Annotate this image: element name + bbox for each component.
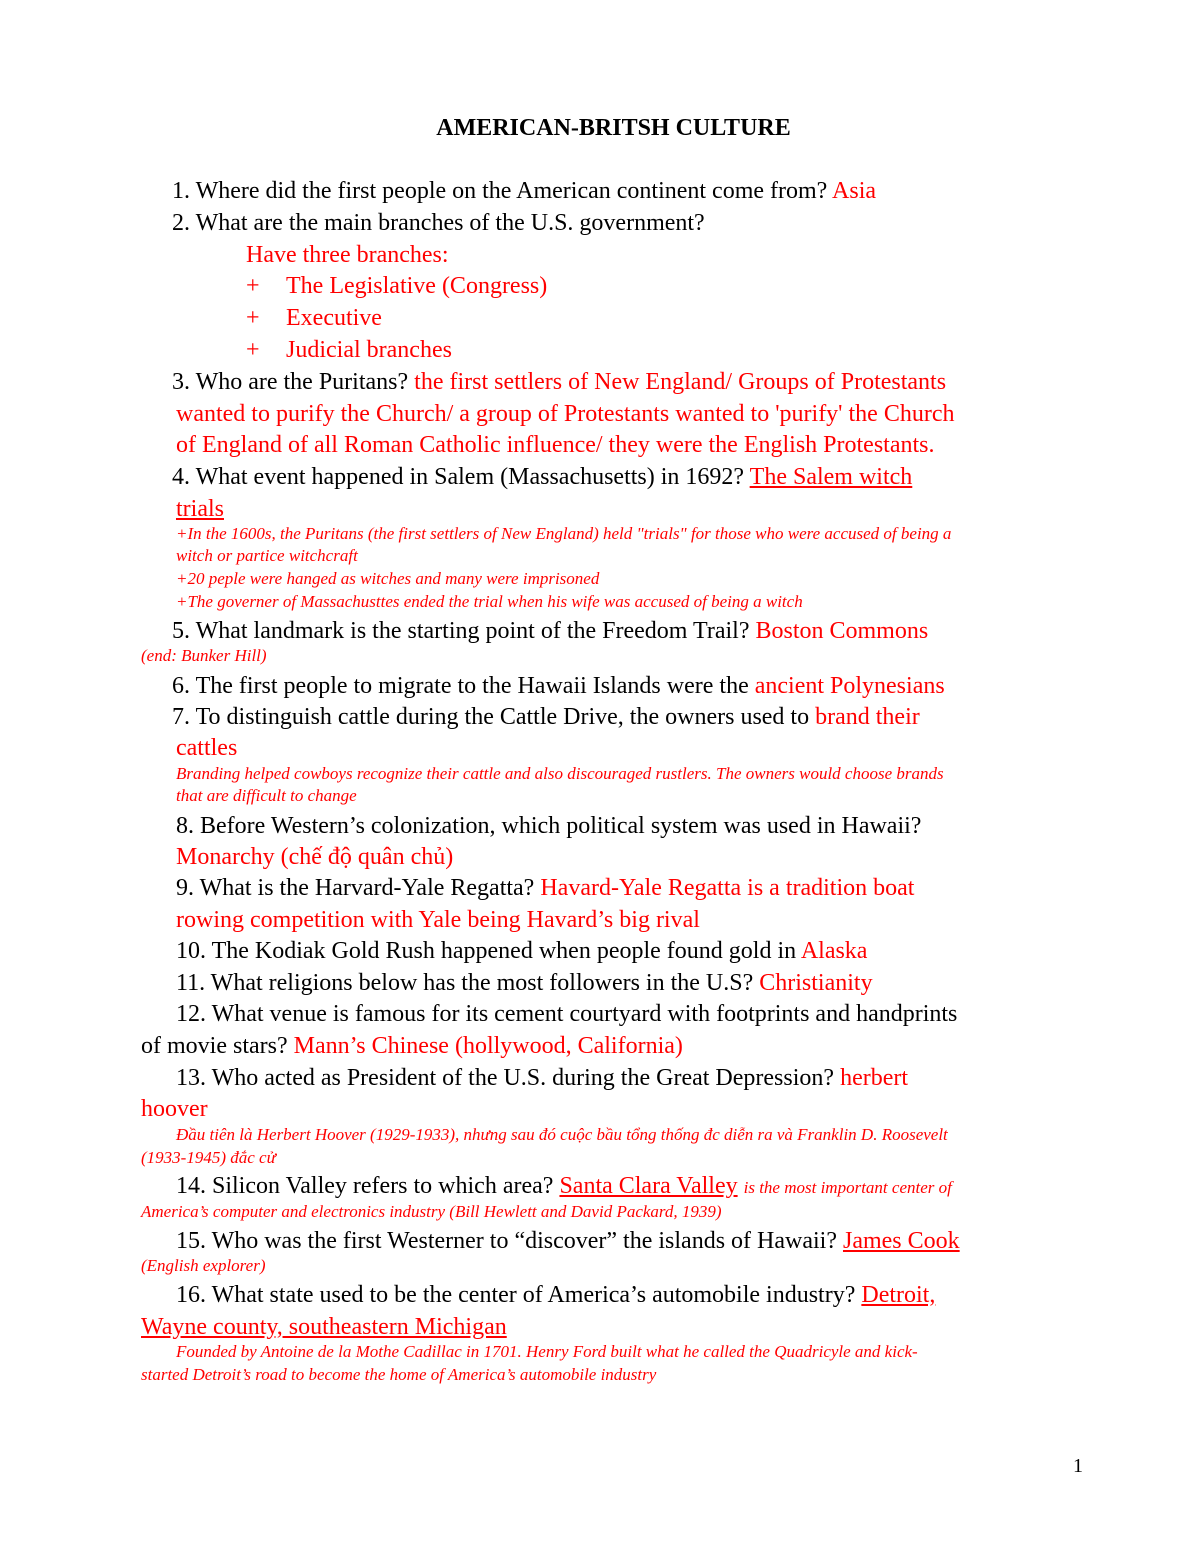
question-text: of movie stars?	[141, 1033, 288, 1059]
question-10	[176, 936, 867, 966]
answer-text: wanted to purify the Church/ a group of Protestants wanted to 'purify' the Church	[176, 401, 955, 427]
note-text: America’s computer and electronics industry (Bill Hewlett and David Packard, 1939)	[141, 1202, 722, 1221]
question-text: 2. What are the main branches of the U.S. government?	[172, 210, 705, 236]
note-text: (English explorer)	[141, 1256, 266, 1275]
note-text: Founded by Antoine de la Mothe Cadillac in 1701. Henry Ford built what he called the Quadricyle and kick-	[176, 1342, 918, 1361]
list-item: + The Legislative (Congress)	[246, 273, 548, 299]
question-15	[176, 1226, 960, 1256]
answer-text: Monarchy (chế độ quân chủ)	[176, 844, 454, 870]
answer-text: hoover	[141, 1096, 208, 1122]
question-text: 10. The Kodiak Gold Rush happened when people found gold in	[176, 938, 797, 964]
question-7	[172, 702, 920, 732]
answer-text: Wayne county, southeastern Michigan	[141, 1314, 507, 1340]
question-16	[176, 1280, 935, 1310]
question-13	[176, 1063, 908, 1093]
question-text: 5. What landmark is the starting point of the Freedom Trail?	[172, 618, 750, 644]
note-text: (1933-1945) đắc cử	[141, 1148, 276, 1167]
answer-text: Boston Commons	[755, 618, 929, 644]
question-text: 14. Silicon Valley refers to which area?	[176, 1173, 554, 1199]
plus-icon: +	[246, 305, 260, 331]
question-4	[172, 462, 912, 492]
question-text: 3. Who are the Puritans?	[172, 369, 409, 395]
answer-text: Santa Clara Valley	[559, 1173, 738, 1199]
question-2	[172, 208, 705, 238]
question-text: 16. What state used to be the center of America’s automobile industry?	[176, 1282, 856, 1308]
question-9	[176, 873, 914, 903]
note-text: witch or partice witchcraft	[176, 546, 358, 565]
answer-text: Detroit,	[861, 1282, 936, 1308]
note-text: started Detroit’s road to become the home of America’s automobile industry	[141, 1365, 657, 1384]
plus-icon: +	[246, 337, 260, 363]
question-5	[172, 616, 928, 646]
note-text: +The governer of Massachusttes ended the trial when his wife was accused of being a witch	[176, 592, 803, 611]
question-text: 15. Who was the first Westerner to “discover” the islands of Hawaii?	[176, 1228, 837, 1254]
note-text: Branding helped cowboys recognize their cattle and also discouraged rustlers. The owners would choose brands	[176, 764, 944, 783]
question-8	[176, 811, 921, 841]
answer-text: rowing competition with Yale being Havard’s big rival	[176, 907, 700, 933]
note-text: +20 peple were hanged as witches and many were imprisoned	[176, 569, 600, 588]
note-text: (end: Bunker Hill)	[141, 646, 267, 665]
answer-text: cattles	[176, 735, 238, 761]
answer-text: brand their	[815, 704, 920, 730]
question-text: 8. Before Western’s colonization, which political system was used in Hawaii?	[176, 813, 922, 839]
answer-text: The Salem witch	[749, 464, 913, 490]
answer-text: Have three branches:	[246, 242, 449, 268]
answer-text: the first settlers of New England/ Groups of Protestants	[414, 369, 947, 395]
answer-text: Mann’s Chinese (hollywood, California)	[293, 1033, 683, 1059]
question-12	[176, 999, 957, 1029]
answer-text: ancient Polynesians	[754, 673, 945, 699]
question-1	[172, 176, 876, 206]
note-text: is the most important center of	[743, 1178, 952, 1197]
question-6	[172, 671, 945, 701]
page-number: 1	[1073, 1455, 1083, 1477]
answer-text: of England of all Roman Catholic influence/ they were the English Protestants.	[176, 432, 935, 458]
document-title: AMERICAN-BRITSH CULTURE	[436, 115, 791, 141]
answer-text: Christianity	[759, 970, 873, 996]
answer-text: Asia	[832, 178, 877, 204]
note-text: that are difficult to change	[176, 786, 357, 805]
note-text: Đầu tiên là Herbert Hoover (1929-1933), nhưng sau đó cuộc bầu tổng thống đc diễn ra và Franklin D. Roosevelt	[176, 1125, 948, 1144]
note-text: +In the 1600s, the Puritans (the first settlers of New England) held "trials" for those who were accused of being a	[176, 524, 952, 543]
question-11	[176, 968, 873, 998]
question-text: 1. Where did the first people on the American continent come from?	[172, 178, 828, 204]
question-text: 9. What is the Harvard-Yale Regatta?	[176, 875, 535, 901]
question-text: 7. To distinguish cattle during the Cattle Drive, the owners used to	[172, 704, 810, 730]
answer-text: Havard-Yale Regatta is a tradition boat	[540, 875, 915, 901]
list-item: + Executive	[246, 305, 382, 331]
question-text: 13. Who acted as President of the U.S. during the Great Depression?	[176, 1065, 835, 1091]
answer-text: herbert	[840, 1065, 909, 1091]
answer-text: James Cook	[842, 1228, 960, 1254]
question-3	[172, 367, 946, 397]
list-item: + Judicial branches	[246, 337, 452, 363]
answer-text: Alaska	[800, 938, 868, 964]
question-text: 12. What venue is famous for its cement courtyard with footprints and handprints	[176, 1001, 958, 1027]
question-text: 4. What event happened in Salem (Massachusetts) in 1692?	[172, 464, 745, 490]
question-text: 6. The first people to migrate to the Hawaii Islands were the	[172, 673, 749, 699]
question-text: 11. What religions below has the most followers in the U.S?	[176, 970, 754, 996]
plus-icon: +	[246, 273, 260, 299]
question-14	[176, 1171, 952, 1203]
question-12-cont	[141, 1031, 683, 1061]
answer-text: trials	[176, 496, 224, 522]
